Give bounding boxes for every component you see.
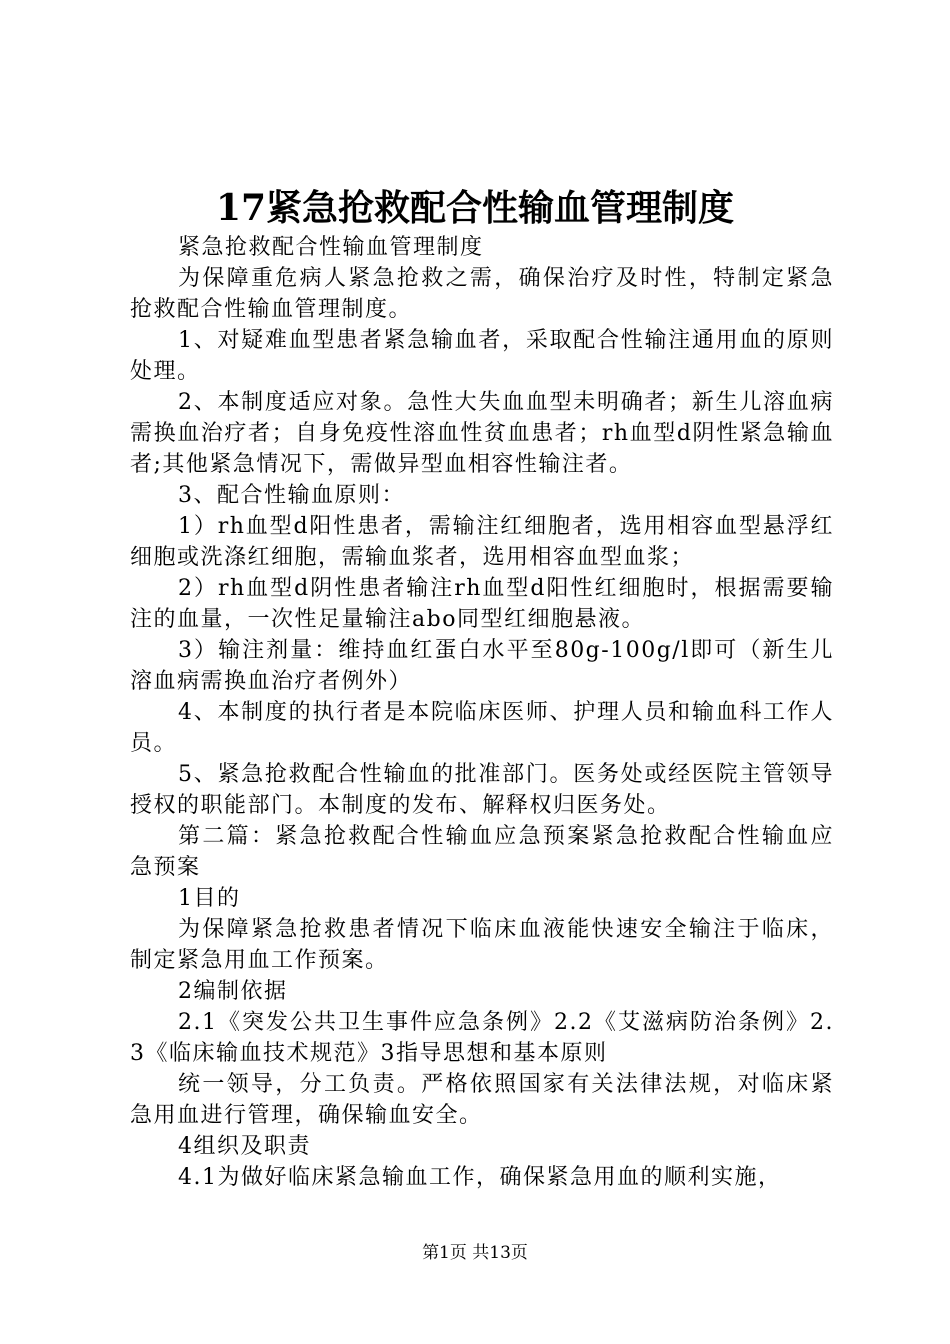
paragraph: 1）rh血型d阳性患者，需输注红细胞者，选用相容血型悬浮红细胞或洗涤红细胞，需输血浆者，选用相容血型血浆；	[130, 514, 834, 570]
page-number: 第1页 共13页	[422, 1243, 528, 1263]
paragraph: 4.1为做好临床紧急输血工作，确保紧急用血的顺利实施，	[178, 1165, 782, 1190]
paragraph: 1、对疑难血型患者紧急输血者，采取配合性输注通用血的原则处理。	[130, 328, 834, 384]
paragraph: 4、本制度的执行者是本院临床医师、护理人员和输血科工作人员。	[130, 700, 834, 756]
paragraph: 2.1《突发公共卫生事件应急条例》2.2《艾滋病防治条例》2.3《临床输血技术规范》3指导思想和基本原则	[130, 1010, 834, 1066]
paragraph: 2）rh血型d阴性患者输注rh血型d阳性红细胞时，根据需要输注的血量，一次性足量输注abo同型红细胞悬液。	[130, 576, 834, 632]
paragraph: 1目的	[178, 886, 241, 911]
document-title: 17紧急抢救配合性输血管理制度	[215, 187, 735, 229]
paragraph: 2编制依据	[178, 979, 288, 1004]
paragraph: 为保障紧急抢救患者情况下临床血液能快速安全输注于临床，制定紧急用血工作预案。	[130, 917, 834, 973]
paragraph: 4组织及职责	[178, 1134, 311, 1159]
paragraph: 第二篇：紧急抢救配合性输血应急预案紧急抢救配合性输血应急预案	[130, 824, 834, 880]
paragraph: 5、紧急抢救配合性输血的批准部门。医务处或经医院主管领导授权的职能部门。本制度的发布、解释权归医务处。	[130, 762, 834, 818]
paragraph: 为保障重危病人紧急抢救之需，确保治疗及时性，特制定紧急抢救配合性输血管理制度。	[130, 266, 834, 322]
paragraph: 统一领导，分工负责。严格依照国家有关法律法规，对临床紧急用血进行管理，确保输血安全。	[130, 1072, 834, 1128]
paragraph: 2、本制度适应对象。急性大失血血型未明确者；新生儿溶血病需换血治疗者；自身免疫性溶血性贫血患者；rh血型d阴性紧急输血者;其他紧急情况下，需做异型血相容性输注者。	[130, 390, 834, 477]
paragraph: 3、配合性输血原则：	[178, 483, 405, 508]
paragraph: 3）输注剂量：维持血红蛋白水平至80g-100g/l即可（新生儿溶血病需换血治疗者例外）	[130, 638, 834, 694]
paragraph: 紧急抢救配合性输血管理制度	[178, 235, 484, 260]
document-body	[130, 232, 834, 1193]
